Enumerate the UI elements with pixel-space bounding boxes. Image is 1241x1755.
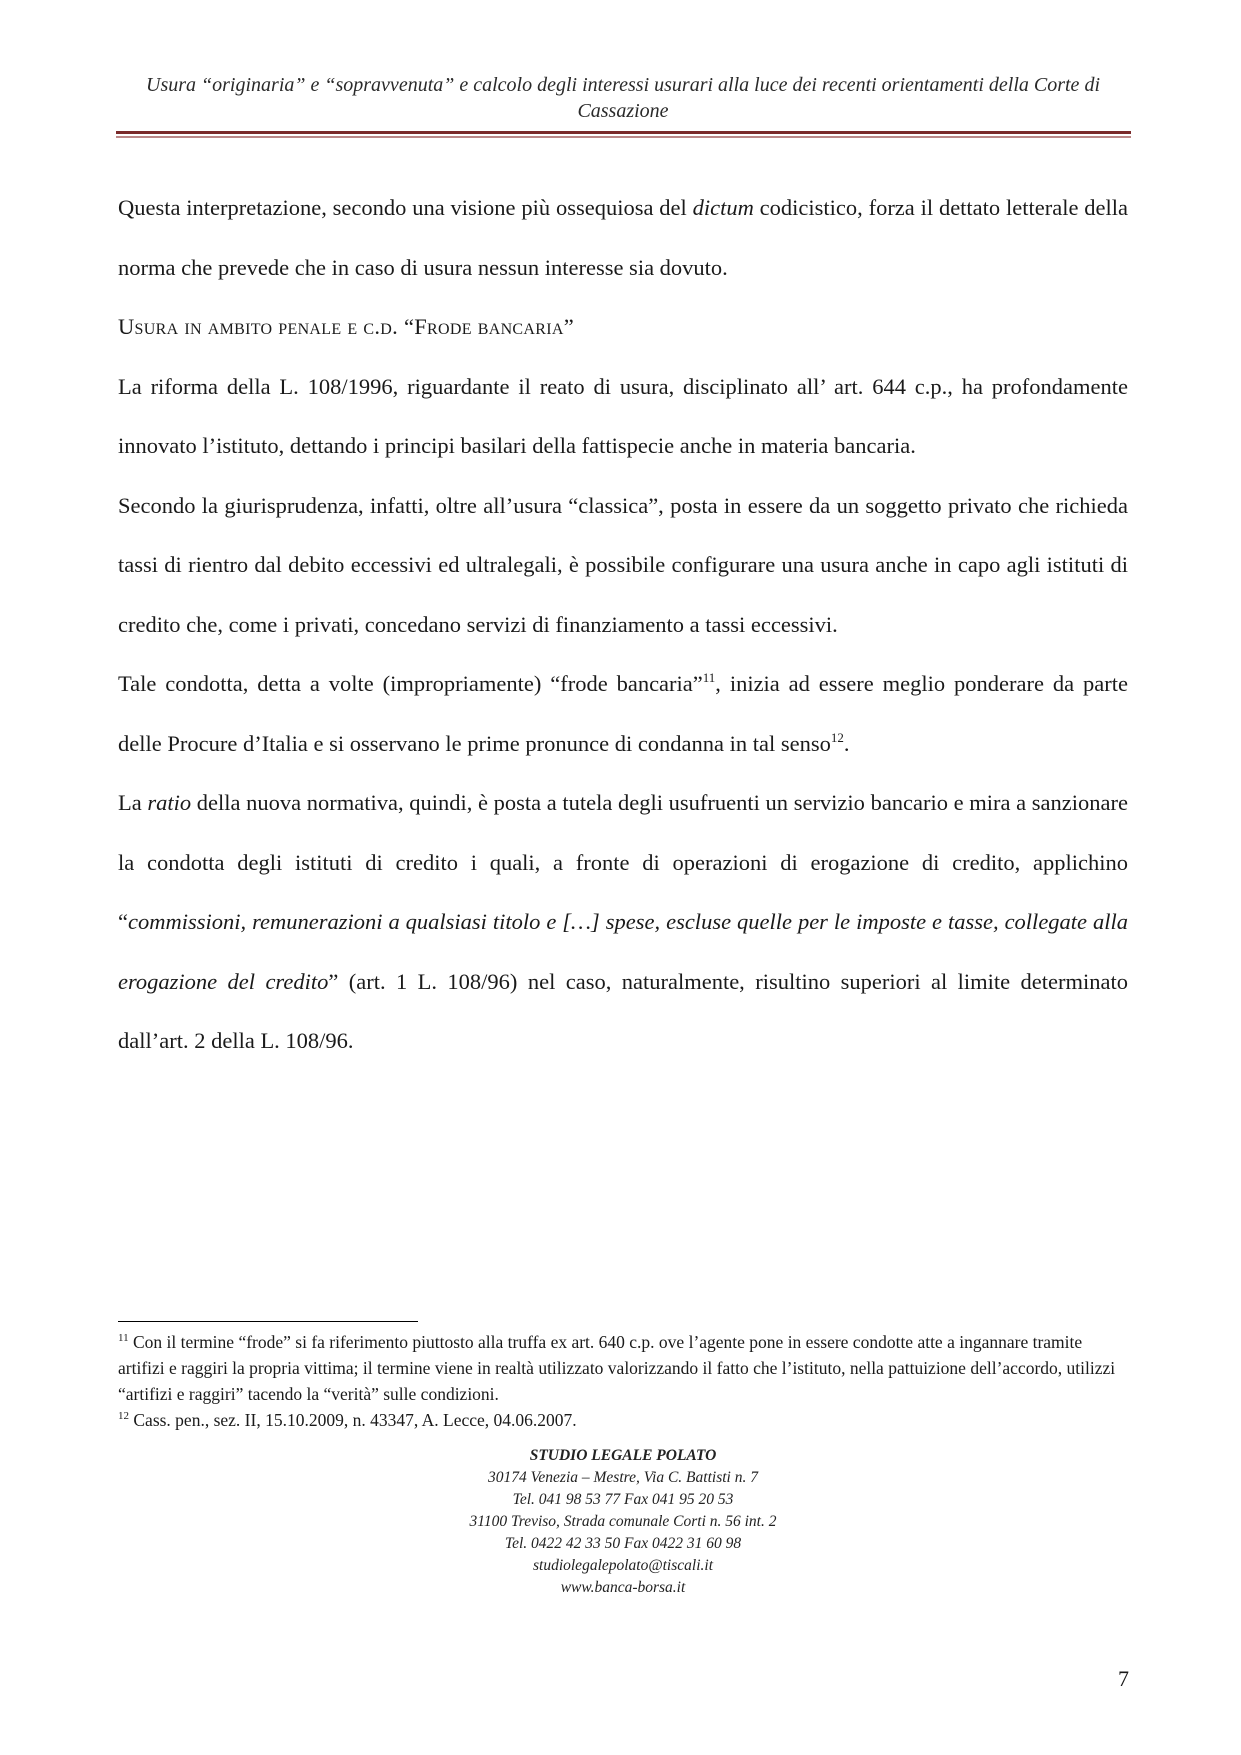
- footnote-12-text: Cass. pen., sez. II, 15.10.2009, n. 43347, A. Lecce, 04.06.2007.: [129, 1410, 577, 1430]
- paragraph-5-quote: commissioni, remunerazioni a qualsiasi titolo e […] spese, escluse quelle per le imposte e tasse, collegate alla erogazione del credito: [118, 909, 1128, 994]
- footer-website[interactable]: www.banca-borsa.it: [560, 1579, 686, 1596]
- paragraph-4-text-b: , inizia ad essere meglio ponderare da parte delle Procure d’Italia e si osservano le prime pronunce di condanna in tal senso: [118, 671, 1128, 756]
- footnote-12: [118, 1407, 1128, 1433]
- paragraph-1-text-a: Questa interpretazione, secondo una visione più ossequiosa del: [118, 195, 693, 220]
- footer-firm-name: STUDIO LEGALE POLATO: [529, 1447, 717, 1464]
- paragraph-1-text-c: codicistico, forza il dettato letterale della norma che prevede che in caso di usura nessun interesse sia dovuto.: [118, 195, 1128, 280]
- running-header: [118, 72, 1128, 124]
- footnote-12-number: 12: [118, 1410, 129, 1422]
- footer-phone-1: Tel. 041 98 53 77 Fax 041 95 20 53: [512, 1491, 734, 1508]
- paragraph-5-text-d: ” (art. 1 L. 108/96) nel caso, naturalmente, risultino superiori al limite determinato dall’art. 2 della L. 108/96.: [118, 968, 1129, 1053]
- header-title-line-2: Cassazione: [577, 100, 669, 122]
- footer-address-2: 31100 Treviso, Strada comunale Corti n. 56 int. 2: [469, 1513, 777, 1530]
- footnote-11: [118, 1329, 1128, 1407]
- footnotes: [118, 1329, 1128, 1433]
- paragraph-1: [118, 178, 1128, 297]
- footer-address-1: 30174 Venezia – Mestre, Via C. Battisti n. 7: [488, 1469, 758, 1486]
- page-footer: [118, 1445, 1128, 1599]
- body-text: [118, 178, 1128, 1071]
- paragraph-3: Secondo la giurisprudenza, infatti, oltre all’usura “classica”, posta in essere da un soggetto privato che richieda tassi di rientro dal debito eccessivi ed ultralegali, è possibile configurare una usura anche in capo agli istituti di credito che, come i privati, concedano servizi di finanziamento a tassi eccessivi.: [118, 492, 1128, 637]
- header-rule: [116, 131, 1131, 139]
- paragraph-4-text-c: .: [843, 730, 850, 756]
- paragraph-4: [118, 654, 1128, 773]
- footnote-ref-12[interactable]: 12: [830, 729, 844, 745]
- footer-phone-2: Tel. 0422 42 33 50 Fax 0422 31 60 98: [504, 1535, 742, 1552]
- paragraph-1-emphasis: dictum: [692, 195, 754, 220]
- paragraph-2: La riforma della L. 108/1996, riguardante il reato di usura, disciplinato all’ art. 644 c.p., ha profondamente innovato l’istituto, dettando i principi basilari della fattispecie anche in materia bancaria.: [118, 373, 1128, 458]
- page-number: 7: [1118, 1666, 1129, 1691]
- paragraph-5-text-c: della nuova normativa, quindi, è posta a tutela degli usufruenti un servizio bancario e mira a sanzionare la condotta degli istituti di credito i quali, a fronte di operazioni di erogazione di credito, applichino “: [118, 790, 1128, 934]
- paragraph-5-text-a: La: [118, 790, 148, 815]
- footnote-ref-11[interactable]: 11: [702, 670, 716, 685]
- footnote-separator: [118, 1321, 418, 1322]
- paragraph-5: [118, 773, 1128, 1071]
- paragraph-5-emphasis: ratio: [147, 790, 192, 815]
- section-heading: Usura in ambito penale e c.d. “Frode bancaria”: [118, 314, 574, 339]
- footnote-11-number: 11: [118, 1332, 129, 1344]
- footer-email[interactable]: studiolegalepolato@tiscali.it: [532, 1557, 713, 1574]
- footnote-11-text: Con il termine “frode” si fa riferimento piuttosto alla truffa ex art. 640 c.p. ove l’agente pone in essere condotte atte a ingannare tramite artifizi e raggiri la propria vittima; il termine viene in realtà utilizzato valorizzando il fatto che l’istituto, nella pattuizione dell’accordo, utilizzi “artifizi e raggiri” tacendo la “verità” sulle condizioni.: [118, 1332, 1116, 1404]
- header-title-line-1: Usura “originaria” e “sopravvenuta” e calcolo degli interessi usurari alla luce dei recenti orientamenti della Corte di: [146, 74, 1100, 96]
- paragraph-4-text-a: Tale condotta, detta a volte (impropriamente) “frode bancaria”: [118, 671, 703, 696]
